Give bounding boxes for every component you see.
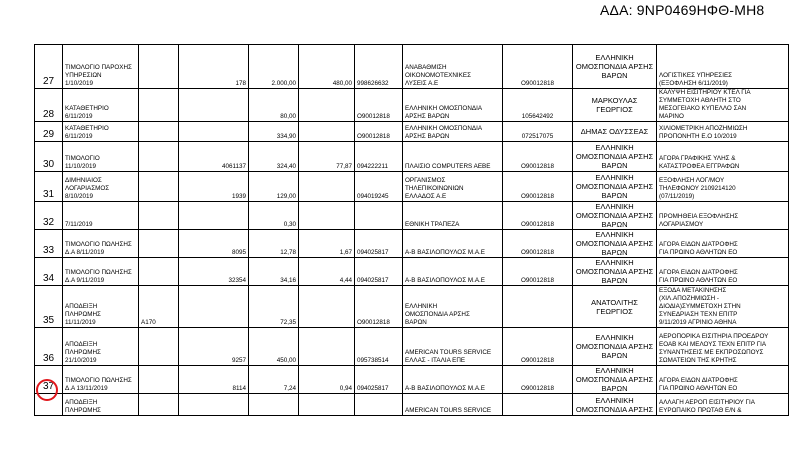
cell-c4: 178 <box>179 45 249 89</box>
cell-c8: ΕΛΛΗΝΙΚΗ ΟΜΟΣΠΟΝΔΙΑ ΑΡΣΗΣ ΒΑΡΩΝ <box>403 286 503 328</box>
cell-c5: 324,40 <box>249 142 299 172</box>
cell-c11: ΑΓΟΡΑ ΕΙΔΩΝ ΔΙΑΤΡΟΦΗΣ ΓΙΑ ΠΡΩΙΝΟ ΑΘΛΗΤΩΝ ΕΟ <box>657 366 789 394</box>
cell-c11: ΕΞΟΔΑ ΜΕΤΑΚΙΝΗΣΗΣ (ΧΙΛ.ΑΠΟΖΗΜΙΩΣΗ - ΔΙΟΔΙΑ)ΣΥΜΜΕΤΟΧΗ ΣΤΗΝ ΣΥΝΕΔΡΙΑΣΗ ΤΕΧΝ ΕΠΙΤΡ 9/11/2019 ΑΓΡΙΝΙΟ ΑΘΗΝΑ <box>657 286 789 328</box>
cell-c11: ΑΛΛΑΓΗ ΑΕΡΟΠ ΕΙΣΙΤΗΡΙΟΥ ΓΙΑ ΕΥΡΩΠΑΙΚΟ ΠΡΩΤΑΘ Ε/Ν & <box>657 394 789 416</box>
cell-c9: Ο90012818 <box>503 45 573 89</box>
cell-doc: ΑΠΟΔΕΙΞΗ ΠΛΗΡΩΜΗΣ 21/10/2019 <box>63 328 139 366</box>
cell-c4 <box>179 202 249 230</box>
cell-c11: ΧΙΛΙΟΜΕΤΡΙΚΗ ΑΠΟΖΗΜΙΩΣΗ ΠΡΟΠΟΝΗΤΗ Ε.Ο 10/2019 <box>657 122 789 142</box>
cell-c7: Ο90012818 <box>355 286 403 328</box>
table-row <box>35 394 789 416</box>
cell-c8: AMERICAN TOURS SERVICE ΕΛΛΑΣ - ΙΤΑΛΙΑ ΕΠΕ <box>403 328 503 366</box>
cell-c7 <box>355 394 403 416</box>
cell-num: 32 <box>35 202 63 230</box>
cell-c7: 998626632 <box>355 45 403 89</box>
cell-c10: ΕΛΛΗΝΙΚΗ ΟΜΟΣΠΟΝΔΙΑ ΑΡΣΗΣ ΒΑΡΩΝ <box>573 45 657 89</box>
cell-c8: ΠΛΑΙΣΙΟ COMPUTERS AEBE <box>403 142 503 172</box>
cell-c4: 4061137 <box>179 142 249 172</box>
cell-c6: 77,87 <box>299 142 355 172</box>
cell-c8: Α-Β ΒΑΣΙΛΟΠΟΥΛΟΣ Μ.Α.Ε <box>403 366 503 394</box>
table-row <box>35 230 789 258</box>
table-row <box>35 142 789 172</box>
cell-c9: Ο90012818 <box>503 328 573 366</box>
cell-c10: ΜΑΡΚΟΥΛΑΣ ΓΕΩΡΓΙΟΣ <box>573 89 657 122</box>
cell-c5: 450,00 <box>249 328 299 366</box>
cell-c8: ΕΛΛΗΝΙΚΗ ΟΜΟΣΠΟΝΔΙΑ ΑΡΣΗΣ ΒΑΡΩΝ <box>403 89 503 122</box>
cell-c11: ΛΟΓΙΣΤΙΚΕΣ ΥΠΗΡΕΣΙΕΣ (ΕΞΟΦΛΗΣΗ 6/11/2019) <box>657 45 789 89</box>
cell-c9: 072517075 <box>503 122 573 142</box>
cell-c9: Ο90012818 <box>503 230 573 258</box>
cell-c7: 094025817 <box>355 366 403 394</box>
cell-c3 <box>139 122 179 142</box>
cell-c10: ΕΛΛΗΝΙΚΗ ΟΜΟΣΠΟΝΔΙΑ ΑΡΣΗΣ ΒΑΡΩΝ <box>573 366 657 394</box>
table-row <box>35 122 789 142</box>
cell-c11: ΑΓΟΡΑ ΕΙΔΩΝ ΔΙΑΤΡΟΦΗΣ ΓΙΑ ΠΡΩΙΝΟ ΑΘΛΗΤΩΝ ΕΟ <box>657 258 789 286</box>
cell-num: 33 <box>35 230 63 258</box>
cell-doc: ΚΑΤΑΘΕΤΗΡΙΟ 6/11/2019 <box>63 122 139 142</box>
cell-c6 <box>299 328 355 366</box>
cell-doc: ΤΙΜΟΛΟΓΙΟ ΠΩΛΗΣΗΣ Δ.Α 9/11/2019 <box>63 258 139 286</box>
cell-c6 <box>299 202 355 230</box>
cell-c4: 32354 <box>179 258 249 286</box>
cell-c11: ΑΕΡΟΠΟΡΙΚΑ ΕΙΣΙΤΗΡΙΑ ΠΡΟΕΔΡΟΥ ΕΟΑΒ ΚΑΙ ΜΕΛΟΥΣ ΤΕΧΝ ΕΠΙΤΡ ΓΙΑ ΣΥΝΑΝΤΗΣΕΙΣ ΜΕ ΕΚΠΡΟΣΩΠΟΥΣ ΣΩΜΑΤΕΙΩΝ ΤΗΣ ΚΡΗΤΗΣ <box>657 328 789 366</box>
table-row <box>35 172 789 202</box>
cell-doc: ΚΑΤΑΘΕΤΗΡΙΟ 6/11/2019 <box>63 89 139 122</box>
cell-c8: Α-Β ΒΑΣΙΛΟΠΟΥΛΟΣ Μ.Α.Ε <box>403 258 503 286</box>
cell-doc: 7/11/2019 <box>63 202 139 230</box>
ada-code: ΑΔΑ: 9ΝΡ0469ΗΦΘ-ΜΗ8 <box>600 2 765 18</box>
cell-c5: 7,24 <box>249 366 299 394</box>
table-row <box>35 258 789 286</box>
cell-c4 <box>179 286 249 328</box>
cell-c7: 094222211 <box>355 142 403 172</box>
cell-c7: 094025817 <box>355 230 403 258</box>
cell-c6 <box>299 89 355 122</box>
cell-c7: 094025817 <box>355 258 403 286</box>
table-row <box>35 202 789 230</box>
cell-c4 <box>179 89 249 122</box>
cell-num: 31 <box>35 172 63 202</box>
cell-c10: ΕΛΛΗΝΙΚΗ ΟΜΟΣΠΟΝΔΙΑ ΑΡΣΗΣ ΒΑΡΩΝ <box>573 328 657 366</box>
cell-c7: Ο90012818 <box>355 89 403 122</box>
cell-doc: ΤΙΜΟΛΟΓΙΟ ΠΩΛΗΣΗΣ Δ.Α 13/11/2019 <box>63 366 139 394</box>
cell-c10: ΕΛΛΗΝΙΚΗ ΟΜΟΣΠΟΝΔΙΑ ΑΡΣΗΣ ΒΑΡΩΝ <box>573 202 657 230</box>
cell-c10: ΕΛΛΗΝΙΚΗ ΟΜΟΣΠΟΝΔΙΑ ΑΡΣΗΣ ΒΑΡΩΝ <box>573 172 657 202</box>
cell-c5 <box>249 394 299 416</box>
cell-c8: ΑΝΑΒΑΘΜΙΣΗ ΟΙΚΟΝΟΜΟΤΕΧΝΙΚΕΣ ΛΥΣΕΙΣ Α.Ε <box>403 45 503 89</box>
cell-c8: AMERICAN TOURS SERVICE <box>403 394 503 416</box>
cell-c3 <box>139 258 179 286</box>
cell-c5: 129,00 <box>249 172 299 202</box>
cell-c5: 0,30 <box>249 202 299 230</box>
cell-c9: 105642492 <box>503 89 573 122</box>
cell-c4: 8114 <box>179 366 249 394</box>
cell-num: 36 <box>35 328 63 366</box>
cell-c11: ΠΡΟΜΗΘΕΙΑ ΕΞΟΦΛΗΣΗΣ ΛΟΓΑΡΙΑΣΜΟΥ <box>657 202 789 230</box>
cell-c11: ΑΓΟΡΑ ΓΡΑΦΙΚΗΣ ΥΛΗΣ & ΚΑΤΑΣΤΡΟΦΕΑ ΕΓΓΡΑΦΩΝ <box>657 142 789 172</box>
cell-c7 <box>355 202 403 230</box>
cell-c6: 0,94 <box>299 366 355 394</box>
cell-c4: 9257 <box>179 328 249 366</box>
cell-c10: ΕΛΛΗΝΙΚΗ ΟΜΟΣΠΟΝΔΙΑ ΑΡΣΗΣ ΒΑΡΩΝ <box>573 230 657 258</box>
red-circle-annotation <box>36 379 58 401</box>
cell-c3 <box>139 328 179 366</box>
cell-num: 27 <box>35 45 63 89</box>
cell-c9: Ο90012818 <box>503 172 573 202</box>
cell-c6 <box>299 172 355 202</box>
table-row <box>35 89 789 122</box>
cell-c3 <box>139 366 179 394</box>
cell-c8: ΕΘΝΙΚΗ ΤΡΑΠΕΖΑ <box>403 202 503 230</box>
cell-c11: ΚΑΛΥΨΗ ΕΙΣΙΤΗΡΙΟΥ ΚΤΕΛ ΓΙΑ ΣΥΜΜΕΤΟΧΗ ΑΘΛΗΤΗ ΣΤΟ ΜΕΣΟΓΕΙΑΚΟ ΚΥΠΕΛΛΟ ΣΑΝ ΜΑΡΙΝΟ <box>657 89 789 122</box>
cell-c10: ΕΛΛΗΝΙΚΗ ΟΜΟΣΠΟΝΔΙΑ ΑΡΣΗΣ <box>573 394 657 416</box>
cell-c5: 72,35 <box>249 286 299 328</box>
expenses-table <box>34 44 789 416</box>
cell-doc: ΔΙΜΗΝΙΑΙΟΣ ΛΟΓΑΡΙΑΣΜΟΣ 8/10/2019 <box>63 172 139 202</box>
cell-c9: Ο90012818 <box>503 258 573 286</box>
cell-c5: 334,90 <box>249 122 299 142</box>
cell-c6: 480,00 <box>299 45 355 89</box>
cell-c5: 12,78 <box>249 230 299 258</box>
cell-c8: ΕΛΛΗΝΙΚΗ ΟΜΟΣΠΟΝΔΙΑ ΑΡΣΗΣ ΒΑΡΩΝ <box>403 122 503 142</box>
cell-c5: 2.000,00 <box>249 45 299 89</box>
cell-c3 <box>139 89 179 122</box>
cell-c6: 1,67 <box>299 230 355 258</box>
cell-c10: ΕΛΛΗΝΙΚΗ ΟΜΟΣΠΟΝΔΙΑ ΑΡΣΗΣ ΒΑΡΩΝ <box>573 142 657 172</box>
cell-c3 <box>139 172 179 202</box>
cell-c4 <box>179 122 249 142</box>
cell-c3 <box>139 142 179 172</box>
cell-c8: Α-Β ΒΑΣΙΛΟΠΟΥΛΟΣ Μ.Α.Ε <box>403 230 503 258</box>
cell-c7: 094019245 <box>355 172 403 202</box>
cell-c7: 095738514 <box>355 328 403 366</box>
cell-c6 <box>299 286 355 328</box>
cell-c3 <box>139 202 179 230</box>
cell-c3 <box>139 230 179 258</box>
cell-c6: 4,44 <box>299 258 355 286</box>
cell-c9: Ο90012818 <box>503 142 573 172</box>
cell-c4: 8095 <box>179 230 249 258</box>
cell-c9: Ο90012818 <box>503 202 573 230</box>
cell-c9 <box>503 394 573 416</box>
cell-num: 37 <box>35 366 63 394</box>
cell-c10: ΔΗΜΑΣ ΟΔΥΣΣΕΑΣ <box>573 122 657 142</box>
cell-doc: ΤΙΜΟΛΟΓΙΟ 11/10/2019 <box>63 142 139 172</box>
cell-c3 <box>139 45 179 89</box>
cell-c5: 80,00 <box>249 89 299 122</box>
cell-doc: ΑΠΟΔΕΙΞΗ ΠΛΗΡΩΜΗΣ 11/11/2019 <box>63 286 139 328</box>
cell-c3 <box>139 394 179 416</box>
cell-num: 35 <box>35 286 63 328</box>
cell-doc: ΑΠΟΔΕΙΞΗ ΠΛΗΡΩΜΗΣ <box>63 394 139 416</box>
table-row <box>35 286 789 328</box>
cell-c4 <box>179 394 249 416</box>
cell-num: 28 <box>35 89 63 122</box>
cell-c4: 1939 <box>179 172 249 202</box>
cell-num: 30 <box>35 142 63 172</box>
cell-doc: ΤΙΜΟΛΟΓΙΟ ΠΑΡΟΧΗΣ ΥΠΗΡΕΣΙΩΝ 1/10/2019 <box>63 45 139 89</box>
table-row <box>35 45 789 89</box>
cell-num: 34 <box>35 258 63 286</box>
cell-c11: ΕΞΟΦΛΗΣΗ ΛΟΓ/ΜΟΥ ΤΗΛΕΦΩΝΟΥ 2109214120 (07/11/2019) <box>657 172 789 202</box>
cell-c9 <box>503 286 573 328</box>
cell-c7: Ο90012818 <box>355 122 403 142</box>
cell-c10: ΕΛΛΗΝΙΚΗ ΟΜΟΣΠΟΝΔΙΑ ΑΡΣΗΣ ΒΑΡΩΝ <box>573 258 657 286</box>
cell-c6 <box>299 122 355 142</box>
cell-c6 <box>299 394 355 416</box>
cell-c11: ΑΓΟΡΑ ΕΙΔΩΝ ΔΙΑΤΡΟΦΗΣ ΓΙΑ ΠΡΩΙΝΟ ΑΘΛΗΤΩΝ ΕΟ <box>657 230 789 258</box>
cell-c10: ΑΝΑΤΟΛΙΤΗΣ ΓΕΩΡΓΙΟΣ <box>573 286 657 328</box>
cell-c9: Ο90012818 <box>503 366 573 394</box>
cell-num: 29 <box>35 122 63 142</box>
table-row <box>35 366 789 394</box>
cell-doc: ΤΙΜΟΛΟΓΙΟ ΠΩΛΗΣΗΣ Δ.Α 8/11/2019 <box>63 230 139 258</box>
cell-c5: 34,16 <box>249 258 299 286</box>
cell-c3: Α170 <box>139 286 179 328</box>
table-row <box>35 328 789 366</box>
cell-c8: ΟΡΓΑΝΙΣΜΟΣ ΤΗΛΕΠΙΚΟΙΝΩΝΙΩΝ ΕΛΛΑΔΟΣ Α.Ε <box>403 172 503 202</box>
